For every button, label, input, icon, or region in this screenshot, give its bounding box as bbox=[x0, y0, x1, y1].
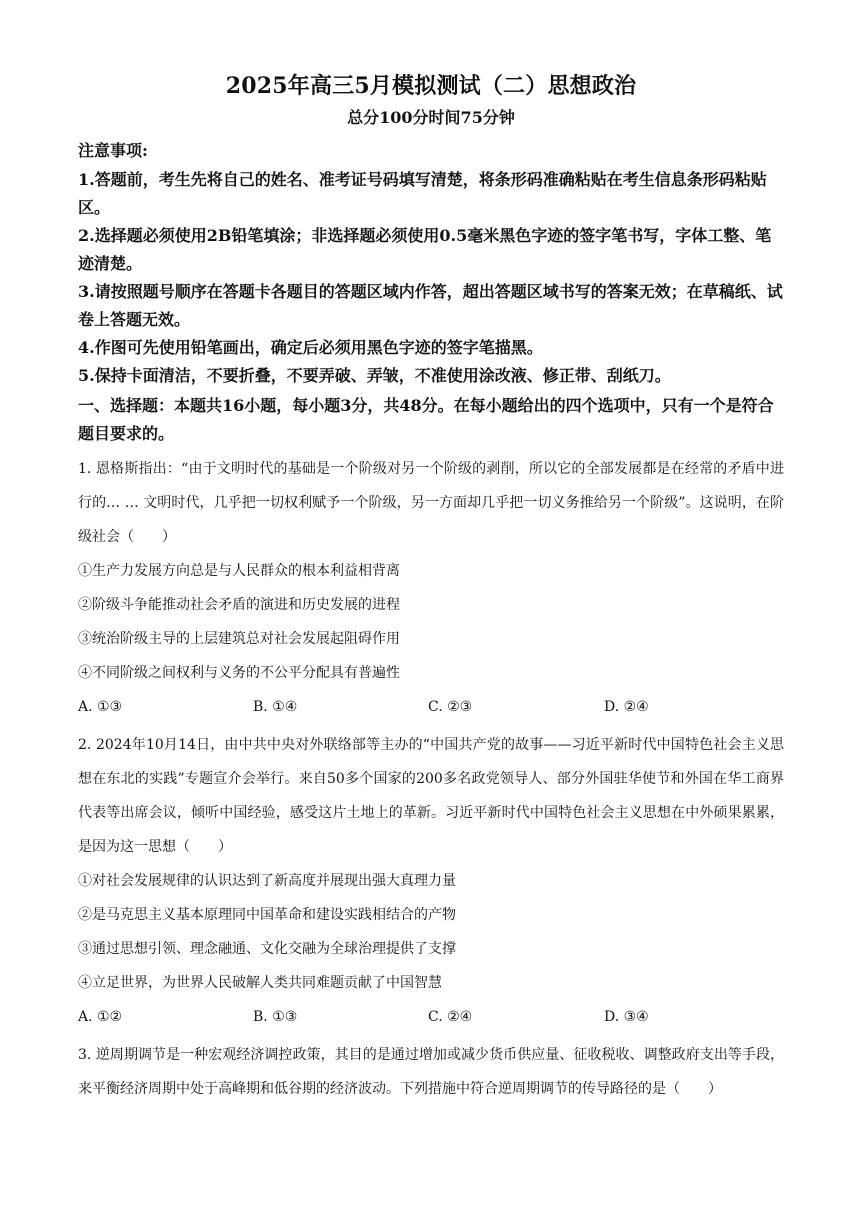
statement-option: ②是马克思主义基本原理同中国革命和建设实践相结合的产物 bbox=[78, 907, 456, 923]
choice-c: C. ②④ bbox=[428, 1009, 473, 1025]
question-stem: 2. 2024年10月14日，由中共中央对外联络部等主办的“中国共产党的故事——习近平新时代中国特色社会主义思想在东北的实践”专题宣介会举行。来自50多个国家的200多名政党领导人、部分外国驻华使节和外国在华工商界代表等出席会议，倾听中国经验，感受这片土地上的革新。习近平新时代中国特色社会主义思想在中外硕果累累，是因为这一思想（ ） bbox=[78, 737, 784, 855]
question-stem: 3. 逆周期调节是一种宏观经济调控政策，其目的是通过增加或减少货币供应量、征收税收、调整政府支出等手段，来平衡经济周期中处于高峰期和低谷期的经济波动。下列措施中符合逆周期调节的传导路径的是（ ） bbox=[78, 1047, 784, 1097]
notice-item: 5.保持卡面清洁，不要折叠，不要弄破、弄皱，不准使用涂改液、修正带、刮纸刀。 bbox=[78, 366, 671, 385]
notice-item: 2.选择题必须使用2B铅笔填涂；非选择题必须使用0.5毫米黑色字迹的签字笔书写，字体工整、笔迹清楚。 bbox=[78, 226, 772, 273]
question-1 bbox=[78, 452, 784, 724]
page-title: 2025年高三5月模拟测试（二）思想政治 bbox=[225, 73, 637, 99]
notice-item: 4.作图可先使用铅笔画出，确定后必须用黑色字迹的签字笔描黑。 bbox=[78, 338, 543, 357]
statement-option: ③统治阶级主导的上层建筑总对社会发展起阻碍作用 bbox=[78, 631, 400, 647]
statement-option: ④立足世界，为世界人民破解人类共同难题贡献了中国智慧 bbox=[78, 975, 442, 991]
statement-option: ②阶级斗争能推动社会矛盾的演进和历史发展的进程 bbox=[78, 597, 400, 613]
choice-c: C. ②③ bbox=[428, 699, 473, 715]
answer-choices bbox=[78, 1000, 784, 1034]
choice-a: A. ①③ bbox=[78, 699, 123, 715]
question-3 bbox=[78, 1038, 784, 1106]
statement-option: ③通过思想引领、理念融通、文化交融为全球治理提供了支撑 bbox=[78, 941, 456, 957]
statement-option: ①对社会发展规律的认识达到了新高度并展现出强大真理力量 bbox=[78, 873, 456, 889]
choice-b: B. ①④ bbox=[253, 699, 298, 715]
exam-time-info: 总分100分时间75分钟 bbox=[347, 108, 515, 127]
notice-heading: 注意事项: bbox=[78, 141, 148, 160]
statement-option: ①生产力发展方向总是与人民群众的根本利益相背离 bbox=[78, 563, 400, 579]
choice-d: D. ③④ bbox=[604, 1009, 649, 1025]
choice-b: B. ①③ bbox=[253, 1009, 298, 1025]
question-stem: 1. 恩格斯指出：“由于文明时代的基础是一个阶级对另一个阶级的剥削，所以它的全部发展都是在经常的矛盾中进行的… … 文明时代，几乎把一切权利赋予一个阶级，另一方面却几乎把一切义务推给另一个阶级”。这说明，在阶级社会（ ） bbox=[78, 461, 784, 545]
notice-section bbox=[78, 136, 784, 390]
choice-a: A. ①② bbox=[78, 1009, 123, 1025]
statement-option: ④不同阶级之间权利与义务的不公平分配具有普遍性 bbox=[78, 665, 400, 681]
notice-item: 1.答题前，考生先将自己的姓名、准考证号码填写清楚，将条形码准确粘贴在考生信息条形码粘贴区。 bbox=[78, 170, 767, 217]
notice-item: 3.请按照题号顺序在答题卡各题目的答题区域内作答，超出答题区域书写的答案无效；在草稿纸、试卷上答题无效。 bbox=[78, 282, 783, 329]
section-heading: 一、选择题：本题共16小题，每小题3分，共48分。在每小题给出的四个选项中，只有一个是符合题目要求的。 bbox=[78, 396, 774, 443]
answer-choices bbox=[78, 690, 784, 724]
choice-d: D. ②④ bbox=[604, 699, 649, 715]
question-2 bbox=[78, 728, 784, 1034]
